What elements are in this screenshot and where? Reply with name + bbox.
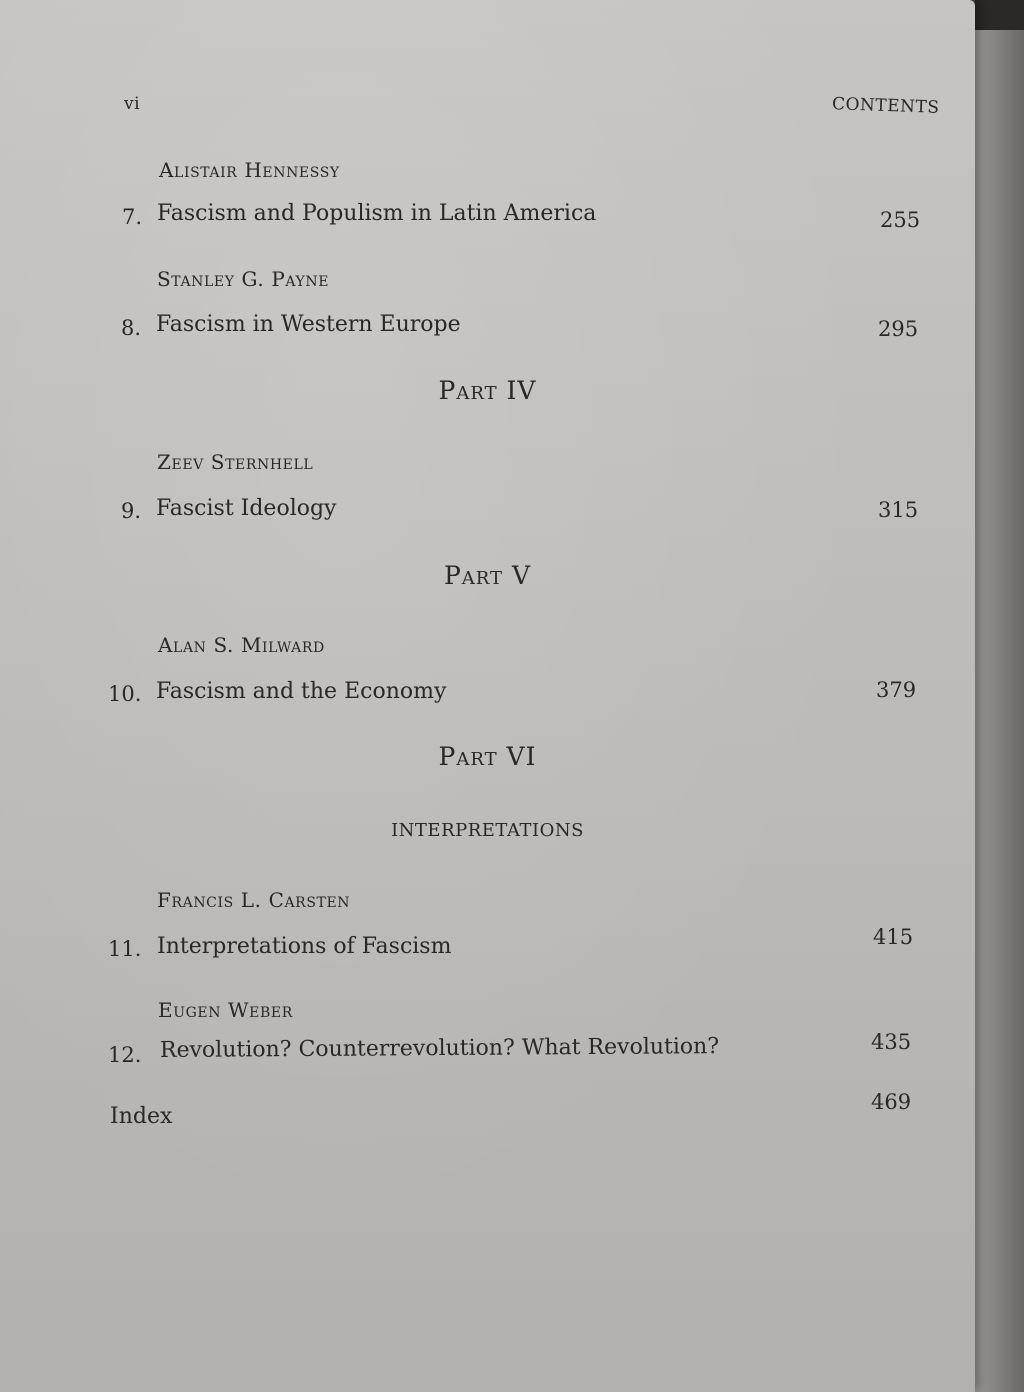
entry-number: 11. xyxy=(108,937,142,961)
entry-author: Eugen Weber xyxy=(158,998,293,1022)
entry-author: Alan S. Milward xyxy=(158,633,325,657)
entry-author: Francis L. Carsten xyxy=(157,888,351,912)
entry-author: Stanley G. Payne xyxy=(157,267,330,291)
part-heading: Part IV xyxy=(438,376,537,405)
entry-page: 255 xyxy=(880,208,921,232)
entry-number: 12. xyxy=(108,1043,142,1067)
entry-page: 379 xyxy=(876,678,917,702)
book-edge xyxy=(975,0,1024,1392)
entry-page: 295 xyxy=(878,317,919,341)
part-heading: Part VI xyxy=(438,742,537,771)
entry-page: 415 xyxy=(873,925,914,949)
entry-page: 435 xyxy=(871,1030,912,1054)
index-page: 469 xyxy=(871,1090,912,1114)
entry-page: 315 xyxy=(878,498,919,522)
entry-number: 7. xyxy=(122,205,143,229)
entry-author: Zeev Sternhell xyxy=(157,450,314,474)
part-subtitle: INTERPRETATIONS xyxy=(391,820,584,841)
entry-title: Revolution? Counterrevolution? What Revolution? xyxy=(159,1034,720,1063)
entry-number: 8. xyxy=(121,316,142,340)
entry-author: Alistair Hennessy xyxy=(159,158,340,182)
part-heading: Part V xyxy=(443,561,532,590)
entry-number: 9. xyxy=(121,499,142,523)
entry-title: Fascism and Populism in Latin America xyxy=(157,201,597,226)
running-title: CONTENTS xyxy=(831,94,940,118)
entry-title: Fascist Ideology xyxy=(156,496,337,521)
entry-title: Fascism and the Economy xyxy=(156,679,447,704)
entry-title: Interpretations of Fascism xyxy=(157,934,452,959)
entry-number: 10. xyxy=(108,682,142,706)
background-corner xyxy=(975,0,1024,30)
page-number-header: vi xyxy=(124,94,141,114)
index-label: Index xyxy=(110,1104,173,1129)
entry-title: Fascism in Western Europe xyxy=(156,312,461,337)
